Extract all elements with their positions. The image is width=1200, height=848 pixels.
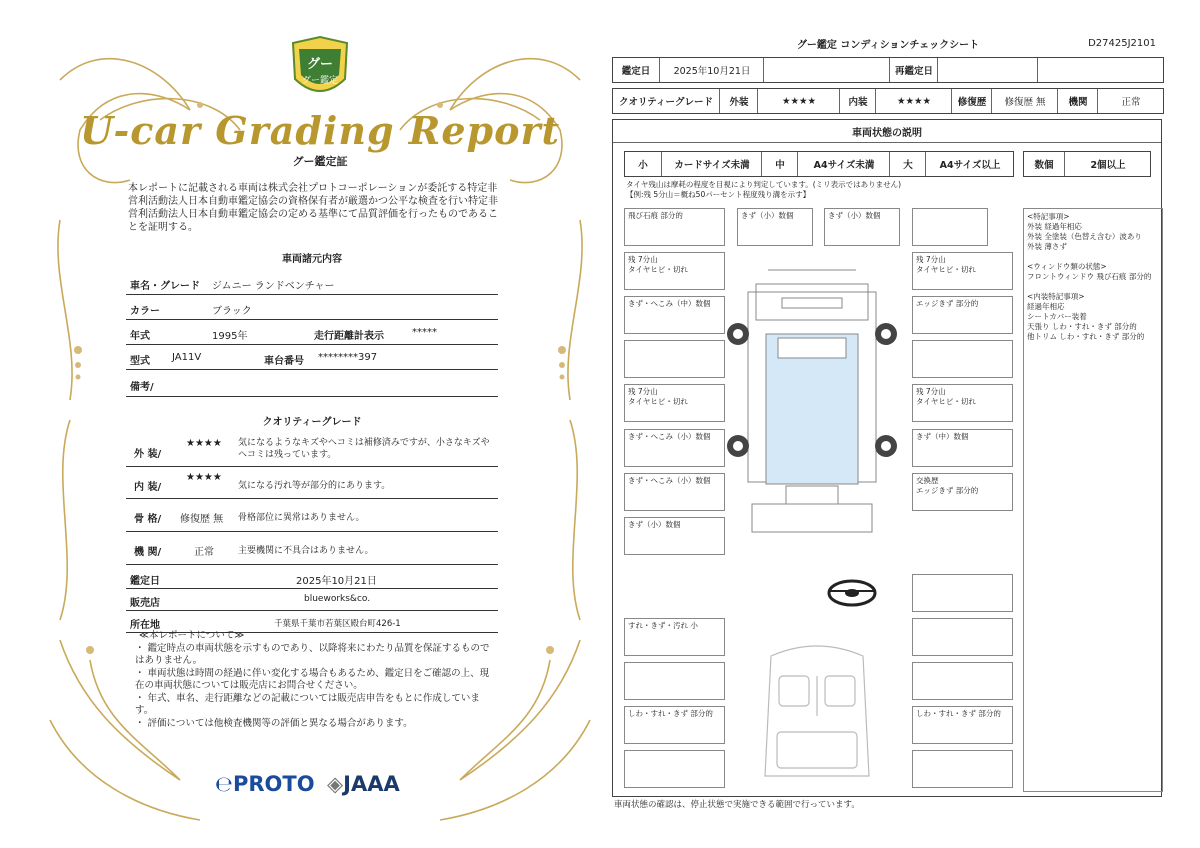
engine-value: 正常 (1097, 89, 1164, 113)
engine-label: 機関 (1057, 89, 1098, 113)
grade-label: クオリティーグレード (618, 97, 714, 108)
damage-box-right: 残 7分山 タイヤヒビ・切れ (912, 384, 1013, 422)
count-legend (1023, 151, 1151, 177)
repair-label: 修復歴 (951, 89, 992, 113)
year-value: 1995年 (212, 331, 248, 342)
address-value: 千葉県千葉市若葉区殿台町426-1 (274, 619, 401, 629)
damage-box-left: 残 7分山 タイヤヒビ・切れ (624, 384, 725, 422)
damage-box-left: きず・へこみ（小）数個 (624, 429, 725, 467)
tire-note (626, 180, 901, 200)
model-value: JA11V (172, 352, 202, 363)
damage-box-right: 交換歴 エッジきず 部分的 (912, 473, 1013, 511)
sheet-footer: 車両状態の確認は、停止状態で実施できる範囲で行っています。 (614, 800, 860, 810)
steering-wheel-icon (826, 578, 878, 608)
frame-text: 骨格部位に異常はありません。 (238, 513, 365, 523)
size-large-desc: A4サイズ以上 (925, 152, 1014, 176)
damage-box-right: きず（中）数個 (912, 429, 1013, 467)
interior-box-left: しわ・すれ・きず 部分的 (624, 706, 725, 744)
name-value: ジムニー ランドベンチャー (212, 281, 335, 292)
damage-box-top: きず（小）数個 (737, 208, 813, 246)
size-small-desc: カードサイズ未満 (661, 152, 762, 176)
damage-box-left: きず・へこみ（中）数個 (624, 296, 725, 334)
quality-row-frame (126, 501, 498, 532)
special-notes: <特記事項> 外装 経過年相応 外装 全塗装（色替え含む）波あり 外装 薄さず <ウィンドウ類の状態> フロントウィンドウ 飛び石痕 部分的 <内装特記事項> 経過年相応 シートカバー装着 天張り しわ・すれ・きず 部分的 他トリム しわ・すれ・きず 部分的 (1023, 208, 1163, 792)
engine-text: 主要機関に不具合はありません。 (238, 546, 374, 556)
report-subtitle: グー鑑定証 (292, 155, 348, 168)
damage-box-steering (912, 574, 1013, 612)
spec-row-remarks (126, 372, 498, 397)
damage-box-left: きず（小）数個 (624, 517, 725, 555)
repair-value: 修復歴 無 (991, 89, 1058, 113)
interior-box-right (912, 618, 1013, 656)
interior-box-right (912, 750, 1013, 788)
chassis-value: ********397 (318, 352, 378, 363)
odometer-value: ***** (412, 327, 437, 338)
interior-stars: ★★★★ (186, 472, 222, 483)
count-desc: 2個以上 (1064, 152, 1151, 176)
interior-label: 内装 (839, 89, 876, 113)
exterior-value: ★★★★ (757, 89, 840, 113)
size-mid: 中 (761, 152, 798, 176)
goo-appraisal-emblem (287, 35, 353, 105)
damage-box-right: 残 7分山 タイヤヒビ・切れ (912, 252, 1013, 290)
note-item: ・ 年式、車名、走行距離などの記載については販売店申告をもとに作成しています。 (135, 692, 480, 716)
emblem-text: グー鑑定 (301, 76, 339, 86)
damage-box-left (624, 340, 725, 378)
interior-box-right (912, 662, 1013, 700)
state-heading: 車両状態の説明 (613, 120, 1161, 143)
spec-row-year (126, 322, 498, 345)
quality-row-interior (126, 468, 498, 499)
report-title: U-car Grading Report (79, 108, 561, 153)
spec-row-model (126, 347, 498, 370)
svg-text:グー: グー (306, 57, 334, 72)
name-label: 車名・グレード (130, 281, 200, 292)
spec-heading: 車両諸元内容 (282, 254, 342, 265)
interior-label: 内 装/ (134, 482, 162, 493)
grade-table (612, 88, 1164, 114)
interior-box-right: しわ・すれ・きず 部分的 (912, 706, 1013, 744)
exterior-label: 外装 (719, 89, 758, 113)
notes-heading: ≪本レポートについて≫ (139, 630, 245, 641)
date-table (612, 57, 1164, 83)
engine-label: 機 関/ (134, 547, 162, 558)
date-label: 鑑定日 (130, 576, 160, 587)
exterior-label: 外 装/ (134, 449, 162, 460)
exterior-stars: ★★★★ (186, 438, 222, 449)
date-value: 2025年10月21日 (659, 58, 764, 82)
interior-box-left (624, 750, 725, 788)
car-interior-diagram (757, 636, 877, 786)
size-legend (624, 151, 1014, 177)
shop-label: 販売店 (130, 598, 160, 609)
tire-note-1: タイヤ残山は摩耗の程度を目視により判定しています。(ミリ表示ではありません) (626, 180, 902, 189)
note-item: ・ 鑑定時点の車両状態を示すものであり、以降将来にわたり品質を保証するものではありません。 (135, 642, 490, 666)
intro-text: 本レポートに記載される車両は株式会社プロトコーポレーションが委託する特定非営利活動法人日本自動車鑑定協会の資格保有者が厳選かつ公平な検査を行い特定非営利活動法人日本自動車鑑定協会の定める基準にて品質評価を行ったものであることを証明する。 (128, 183, 498, 233)
row-appraisal-date (126, 568, 498, 589)
damage-box-top: きず（小）数個 (824, 208, 900, 246)
note-item: ・ 車両状態は時間の経過に伴い変化する場合もあるため、鑑定日をご確認の上、現在の車両状態については販売店にお問合せください。 (135, 667, 490, 691)
interior-box-left (624, 662, 725, 700)
car-top-diagram (722, 258, 902, 548)
quality-row-engine (126, 534, 498, 565)
interior-text: 気になる汚れ等が部分的にあります。 (238, 481, 391, 491)
count-label: 数個 (1034, 160, 1054, 171)
damage-box-left: 飛び石痕 部分的 (624, 208, 725, 246)
engine-value: 正常 (194, 547, 214, 558)
spec-row-name (126, 272, 498, 295)
redate-label: 再鑑定日 (889, 58, 938, 82)
color-value: ブラック (212, 306, 252, 317)
damage-box-top (912, 208, 988, 246)
odometer-label: 走行距離計表示 (314, 331, 384, 342)
date-value: 2025年10月21日 (296, 576, 377, 587)
damage-box-left: きず・へこみ（小）数個 (624, 473, 725, 511)
damage-box-right (912, 340, 1013, 378)
frame-value: 修復歴 無 (180, 514, 224, 525)
grading-certificate (40, 20, 600, 830)
year-label: 年式 (130, 331, 150, 342)
sheet-code: D27425J2101 (1088, 38, 1156, 49)
address-label: 所在地 (130, 620, 160, 631)
sheet-title: グー鑑定 コンディションチェックシート (796, 40, 980, 51)
chassis-label: 車台番号 (264, 356, 304, 367)
note-item: ・ 評価については他検査機関等の評価と異なる場合があります。 (135, 717, 413, 729)
size-small: 小 (638, 160, 648, 171)
size-mid-desc: A4サイズ未満 (797, 152, 890, 176)
proto-logo: ℮PROTO (215, 772, 315, 796)
shop-value: blueworks&co. (304, 594, 371, 604)
model-label: 型式 (130, 356, 150, 367)
quality-row-exterior (126, 432, 498, 467)
frame-label: 骨 格/ (134, 514, 162, 525)
quality-heading: クオリティーグレード (262, 417, 362, 428)
jaaa-logo: ◈JAAA (327, 772, 400, 796)
row-shop (126, 590, 498, 611)
remarks-label: 備考/ (130, 382, 154, 393)
size-large: 大 (889, 152, 926, 176)
date-label: 鑑定日 (621, 66, 651, 77)
damage-box-left: 残 7分山 タイヤヒビ・切れ (624, 252, 725, 290)
interior-box-left: すれ・きず・汚れ 小 (624, 618, 725, 656)
color-label: カラー (130, 306, 160, 317)
spec-row-color (126, 297, 498, 320)
report-notes (135, 630, 495, 730)
redate-value (937, 58, 1038, 82)
date-blank (763, 58, 890, 82)
exterior-text: 気になるようなキズやヘコミは補修済みですが、小さなキズやヘコミは残っています。 (238, 438, 490, 460)
tire-note-2: 【例:残 5分山＝概ね50パーセント程度残り溝を示す】 (626, 190, 811, 199)
redate-blank (1037, 58, 1164, 82)
damage-box-right: エッジきず 部分的 (912, 296, 1013, 334)
interior-value: ★★★★ (875, 89, 952, 113)
